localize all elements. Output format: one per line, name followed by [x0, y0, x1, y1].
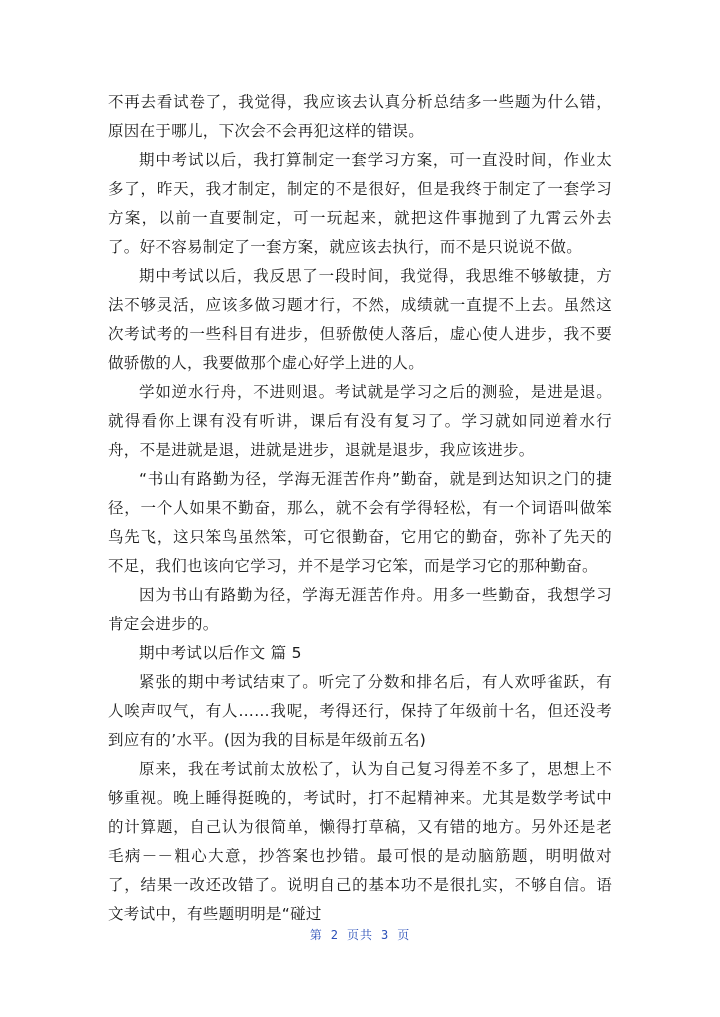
footer-prefix: 第	[309, 928, 323, 942]
paragraph: 期中考试以后，我反思了一段时间，我觉得，我思维不够敏捷，方法不够灵活，应该多做习题才行，不然，成绩就一直提不上去。虽然这次考试考的一些科目有进步，但骄傲使人落后，虚心使人进步，我不要做骄傲的人，我要做那个虚心好学上进的人。	[108, 267, 612, 372]
footer-middle: 页共	[346, 928, 373, 942]
total-page-count: 3	[381, 928, 390, 942]
section-heading: 期中考试以后作文 篇 5	[139, 644, 302, 662]
paragraph: 紧张的期中考试结束了。听完了分数和排名后，有人欢呼雀跃，有人唉声叹气，有人……我呢，考得还行，保持了年级前十名，但还没考到应有的’水平。(因为我的目标是年级前五名)	[108, 673, 612, 749]
paragraph: 因为书山有路勤为径，学海无涯苦作舟。用多一些勤奋，我想学习肯定会进步的。	[108, 586, 612, 633]
paragraph: “书山有路勤为径，学海无涯苦作舟”勤奋，就是到达知识之门的捷径，一个人如果不勤奋，那么，就不会有学得轻松，有一个词语叫做笨鸟先飞，这只笨鸟虽然笨，可它很勤奋，它用它的勤奋，弥补了先天的不足，我们也该向它学习，并不是学习它笨，而是学习它的那种勤奋。	[108, 470, 612, 575]
paragraph: 期中考试以后，我打算制定一套学习方案，可一直没时间，作业太多了，昨天，我才制定，制定的不是很好，但是我终于制定了一套学习方案，以前一直要制定，可一玩起来，就把这件事抛到了九霄云外去了。好不容易制定了一套方案，就应该去执行，而不是只说说不做。	[108, 151, 612, 256]
current-page-number: 2	[330, 928, 339, 942]
paragraph: 原来，我在考试前太放松了，认为自己复习得差不多了，思想上不够重视。晚上睡得挺晚的，考试时，打不起精神来。尤其是数学考试中的计算题，自己认为很简单，懒得打草稿，又有错的地方。另外还是老毛病－－粗心大意，抄答案也抄错。最可恨的是动脑筋题，明明做对了，结果一改还改错了。说明自己的基本功不是很扎实，不够自信。语文考试中，有些题明明是“碰过	[108, 760, 612, 923]
footer-suffix: 页	[397, 928, 411, 942]
paragraph: 学如逆水行舟，不进则退。考试就是学习之后的测验，是进是退。就得看你上课有没有听讲，课后有没有复习了。学习就如同逆着水行舟，不是进就是退，进就是进步，退就是退步，我应该进步。	[108, 383, 612, 459]
page-number-footer	[0, 926, 720, 943]
document-body	[108, 88, 612, 929]
paragraph: 不再去看试卷了，我觉得，我应该去认真分析总结多一些题为什么错，原因在于哪儿，下次会不会再犯这样的错误。	[108, 93, 612, 140]
